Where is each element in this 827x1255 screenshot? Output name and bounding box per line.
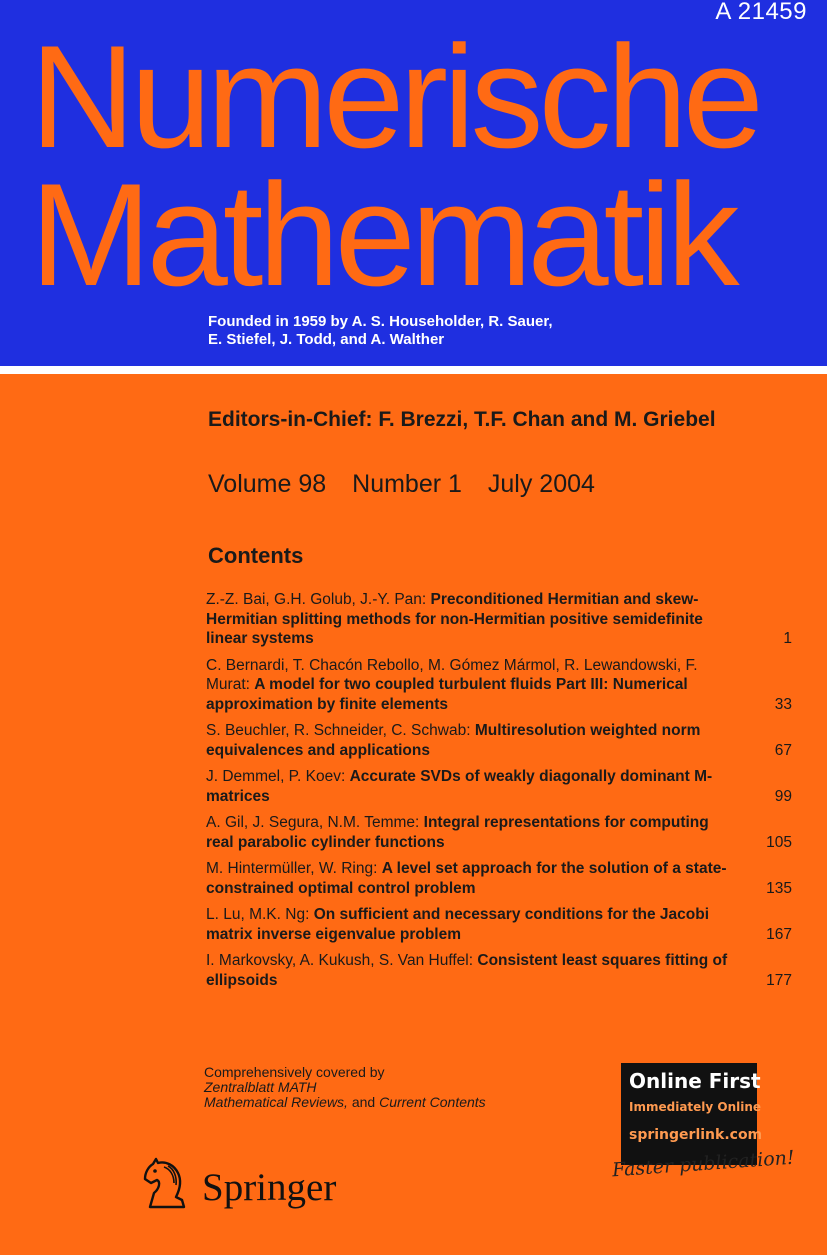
contents-entry[interactable] [206,767,792,806]
entry-page: 99 [774,787,792,805]
entry-title: A level set approach for the solution of a state-constrained optimal control problem [206,860,727,897]
founders-text [208,313,553,349]
issue-number: Number 1 [352,470,462,498]
entry-title: A model for two coupled turbulent fluids Part III: Numerical approximation by finite elements [206,676,688,713]
journal-title-line1: Numerische [30,15,759,178]
entry-title: Consistent least squares fitting of ellipsoids [206,952,728,989]
entry-title: Multiresolution weighted norm equivalences and applications [206,722,701,759]
coverage-intro: Comprehensively covered by [204,1064,385,1080]
contents-list [206,590,792,997]
founders-line2: E. Stiefel, J. Todd, and A. Walther [208,331,445,348]
faster-publication-handwriting: Faster publication! [611,1146,796,1182]
entry-authors: S. Beuchler, R. Schneider, C. Schwab: [206,722,471,739]
entry-page: 33 [774,695,792,713]
entry-authors: M. Hintermüller, W. Ring: [206,860,378,877]
issue-info [208,470,621,499]
entry-page: 105 [766,833,792,851]
entry-page: 1 [783,630,792,647]
contents-entry[interactable] [206,951,792,990]
entry-authors: Z.-Z. Bai, G.H. Golub, J.-Y. Pan: [206,591,427,608]
entry-authors: C. Bernardi, T. Chacón Rebollo, M. Gómez Mármol, R. Lewandowski, F. Murat: [206,656,698,693]
coverage-source-cc: Current Contents [379,1094,486,1110]
entry-authors: A. Gil, J. Segura, N.M. Temme: [206,814,420,831]
entry-page: 167 [766,925,792,943]
coverage-and: and [351,1094,376,1110]
contents-heading: Contents [208,543,304,568]
online-first-title: Online First [629,1069,761,1093]
contents-entry[interactable] [206,905,792,944]
contents-entry[interactable] [206,590,792,649]
journal-code: A 21459 [715,0,807,25]
founders-line1: Founded in 1959 by A. S. Householder, R. Sauer, [208,313,553,330]
entry-title: On sufficient and necessary conditions for the Jacobi matrix inverse eigenvalue problem [206,906,710,943]
issue-date: July 2004 [487,470,595,498]
journal-title-line2: Mathematik [30,153,735,316]
publisher-name: Springer [202,1166,337,1209]
springerlink-url[interactable]: springerlink.com [629,1127,763,1143]
volume: Volume 98 [208,470,327,498]
entry-page: 135 [766,879,792,897]
divider-stripe [0,366,827,374]
coverage-source-mr: Mathematical Reviews, [204,1094,348,1110]
contents-entry[interactable] [206,859,792,898]
contents-entry[interactable] [206,721,792,760]
entry-authors: I. Markovsky, A. Kukush, S. Van Huffel: [206,952,474,969]
knight-chess-piece-icon [140,1155,192,1211]
contents-entry[interactable] [206,656,792,715]
entry-authors: L. Lu, M.K. Ng: [206,906,310,923]
entry-page: 67 [774,741,792,759]
coverage-source-zbmath: Zentralblatt MATH [204,1079,317,1095]
editors-in-chief: Editors-in-Chief: F. Brezzi, T.F. Chan and M. Griebel [208,408,716,431]
online-first-subtitle: Immediately Online [629,1100,762,1114]
coverage-note [204,1065,486,1110]
header-band [0,0,827,366]
entry-authors: J. Demmel, P. Koev: [206,768,346,785]
entry-title: Accurate SVDs of weakly diagonally dominant M-matrices [206,768,713,805]
entry-title: Preconditioned Hermitian and skew-Hermitian splitting methods for non-Hermitian positive semidefinite linear systems [206,591,703,647]
entry-page: 177 [766,971,792,989]
contents-entry[interactable] [206,813,792,852]
entry-title: Integral representations for computing real parabolic cylinder functions [206,814,709,851]
